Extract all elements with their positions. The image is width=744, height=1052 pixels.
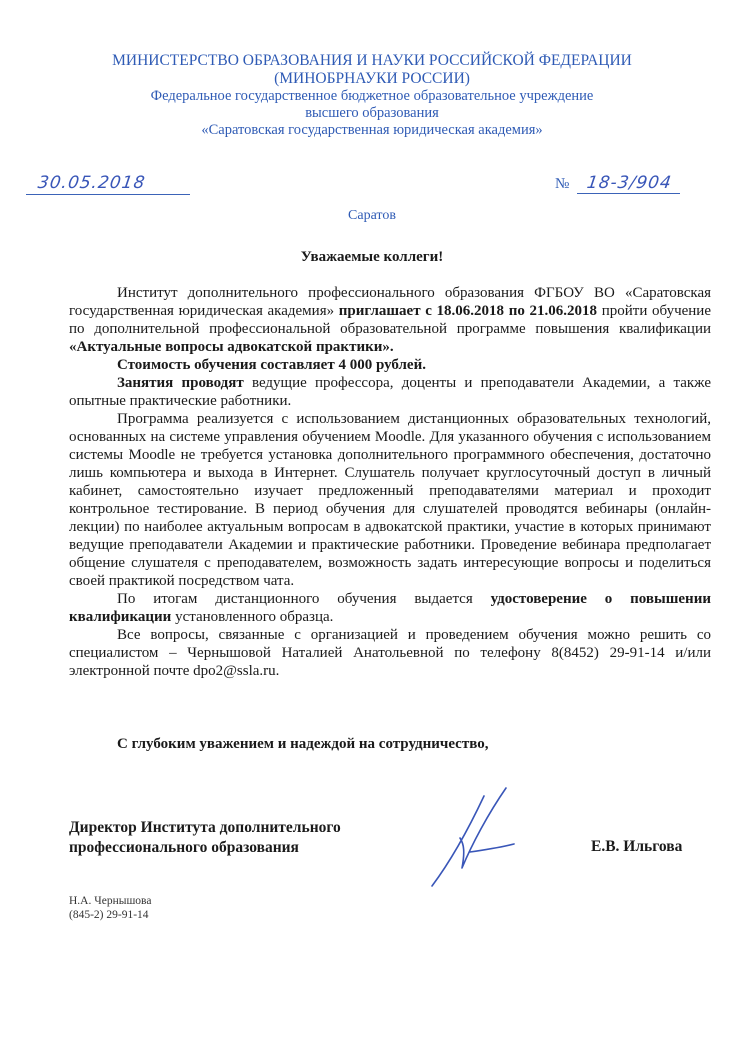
number-underline [577, 193, 680, 194]
letterhead [0, 52, 744, 139]
salutation: Уважаемые коллеги! [300, 249, 444, 265]
institution-name: «Саратовская государственная юридическая академия» [201, 122, 543, 138]
certificate-text: По итогам дистанционного обучения выдается [117, 591, 491, 607]
contact-phone: (845-2) 29-91-14 [69, 909, 149, 921]
letter-body [69, 284, 711, 680]
institution-level: высшего образования [305, 105, 439, 121]
number-label: № [555, 176, 570, 192]
teachers-lead: Занятия проводят [117, 375, 244, 391]
teachers-text: ведущие профессора, доценты и преподаватели Академии, а также опытные практические работники. [69, 375, 711, 409]
institution-type: Федеральное государственное бюджетное образовательное учреждение [150, 88, 594, 104]
signoff: С глубоким уважением и надеждой на сотрудничество, [117, 736, 489, 752]
city: Саратов [348, 208, 396, 223]
paragraph-cost [69, 356, 711, 374]
cost-text: Стоимость обучения составляет 4 000 рублей. [117, 357, 426, 373]
letter-number [555, 172, 680, 194]
ministry-name: МИНИСТЕРСТВО ОБРАЗОВАНИЯ И НАУКИ РОССИЙСКОЙ ФЕДЕРАЦИИ [112, 52, 632, 69]
contact-name: Н.А. Чернышова [69, 895, 152, 907]
invitation-text-cont: пройти обучение по дополнительной профессиональной образовательной программе повышения квалификации [69, 303, 711, 337]
handwritten-signature [428, 782, 528, 892]
invitation-dates: приглашает с 18.06.2018 по 21.06.2018 [338, 303, 598, 319]
paragraph-contacts: Все вопросы, связанные с организацией и проведением обучения можно решить со специалистом – Чернышовой Наталией Анатольевной по телефону 8(8452) 29-91-14 и/или электронной почте dpo2@ssla.ru. [69, 627, 711, 679]
letter-date [26, 172, 190, 195]
paragraph-certificate [69, 590, 711, 626]
signatory-title-line2: профессионального образования [69, 839, 299, 856]
signatory-name: Е.В. Ильгова [591, 838, 683, 855]
paragraph-invitation [69, 284, 711, 356]
certificate-text-end: установленного образца. [171, 609, 334, 625]
handwritten-date: 30.05.2018 [36, 173, 147, 193]
program-title: «Актуальные вопросы адвокатской практики». [69, 339, 394, 355]
invitation-text: Институт дополнительного профессионального образования ФГБОУ ВО «Саратовская государственная юридическая академия» [69, 285, 711, 319]
certificate-name: удостоверение о повышении квалификации [69, 591, 711, 625]
footer-contact [69, 894, 151, 922]
paragraph-program: Программа реализуется с использованием дистанционных образовательных технологий, основанных на системе управления обучением Moodle. Для указанного обучения с использованием системы Moodle не требуется установка дополнительного программного обеспечения, достаточно лишь компьютера и выхода в Интернет. Слушатель получает круглосуточный доступ в личный кабинет, самостоятельно изучает предложенный преподавателями материал и проходит контрольное тестирование. В период обучения для слушателей проводятся вебинары (онлайн-лекции) по наиболее актуальным вопросам в адвокатской практики, участие в которых принимают ведущие преподаватели Академии и практические работники. Проведение вебинара предполагает общение слушателя с преподавателем, возможность задать интересующие вопросы и поделиться своей практикой посредством чата. [69, 411, 711, 589]
signatory-title-line1: Директор Института дополнительного [69, 819, 341, 836]
ministry-short-name: (МИНОБРНАУКИ РОССИИ) [274, 70, 470, 87]
handwritten-number: 18-3/904 [585, 173, 674, 193]
signatory-title [69, 818, 341, 858]
paragraph-teachers [69, 374, 711, 410]
